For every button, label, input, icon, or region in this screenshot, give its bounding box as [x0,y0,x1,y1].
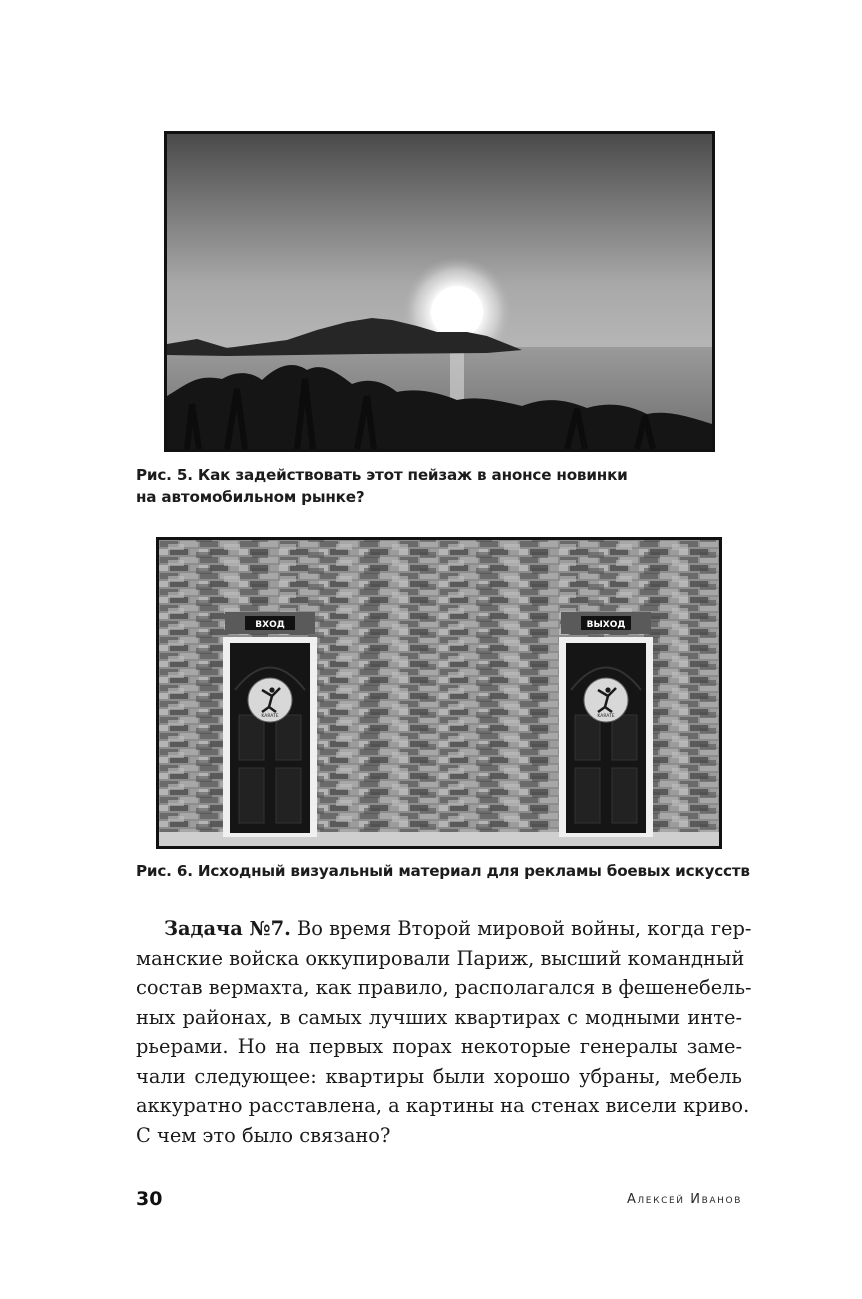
exit-door [559,612,653,837]
door-emblem-right: KARATE [597,714,615,719]
task-line-3: состав вермахта, как правило, располагался в фешенебель- [136,976,752,999]
entrance-sign: ВХОД [255,620,285,630]
task-line-4: ных районах, в самых лучших квартирах с модными инте- [136,1005,742,1029]
task-line-2: манские войска оккупировали Париж, высший командный [136,946,745,970]
task-label: Задача №7. [164,917,291,940]
entrance-door [223,612,317,837]
figure-5-caption-line-1: Рис. 5. Как задействовать этот пейзаж в анонсе новинки [136,466,628,484]
task-7-paragraph [136,914,752,1150]
task-line-7: аккуратно расставлена, а картины на стенах висели криво. [136,1094,750,1117]
task-line-8: С чем это было связано? [136,1123,391,1147]
task-line-6: чали следующее: квартиры были хорошо убраны, мебель [136,1064,742,1088]
figure-6-doors-photo [156,537,722,849]
figure-5-caption-line-2: на автомобильном рынке? [136,488,365,506]
door-emblem-left: KARATE [261,714,279,719]
figure-5-sunset-photo [164,131,715,452]
sunset-landscape-image [167,134,712,449]
figure-5-caption [136,464,696,508]
brick-wall-doors-image [159,540,719,846]
running-head-author: Алексей Иванов [626,1192,742,1207]
task-line-5: рьерами. Но на первых порах некоторые генералы заме- [136,1035,742,1058]
task-line-1-text: Во время Второй мировой войны, когда гер- [290,917,752,940]
page-number: 30 [136,1188,163,1210]
figure-6-caption-line-1: Рис. 6. Исходный визуальный материал для рекламы боевых искусств [136,862,750,880]
exit-sign: ВЫХОД [586,620,626,630]
task-line-1 [136,914,752,944]
figure-6-caption [136,860,756,882]
